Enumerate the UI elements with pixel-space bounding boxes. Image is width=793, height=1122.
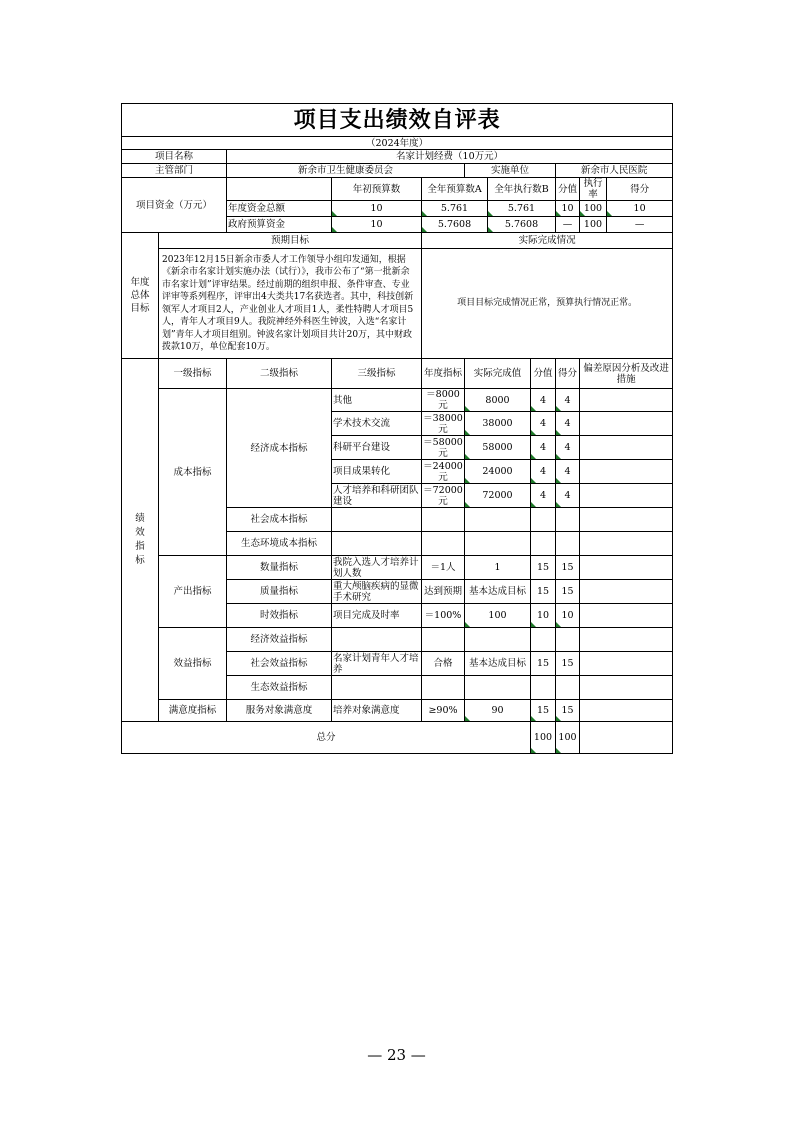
output-row-0-actual: 1 xyxy=(465,556,531,580)
cost-eco-level2: 生态环境成本指标 xyxy=(227,532,332,556)
cost-econ-level2: 经济成本指标 xyxy=(227,389,332,508)
performance-self-evaluation-table xyxy=(121,103,672,754)
benefit-social-level2: 社会效益指标 xyxy=(227,652,332,676)
perf-header-l1: 一级指标 xyxy=(159,359,227,389)
cost-row-0-got: 4 xyxy=(556,389,580,412)
output-row-1-level2: 质量指标 xyxy=(227,580,332,604)
cost-row-3-score: 4 xyxy=(531,460,556,484)
cost-row-2-got: 4 xyxy=(556,436,580,460)
funds-header-got: 得分 xyxy=(607,178,673,201)
cost-row-4-name: 人才培养和科研团队建设 xyxy=(332,484,422,508)
output-row-0-target: ＝1人 xyxy=(422,556,465,580)
unit-label: 实施单位 xyxy=(465,164,556,178)
cost-row-0-name: 其他 xyxy=(332,389,422,412)
benefit-social-target: 合格 xyxy=(422,652,465,676)
unit-value: 新余市人民医院 xyxy=(556,164,673,178)
cost-row-2-name: 科研平台建设 xyxy=(332,436,422,460)
project-name-label: 项目名称 xyxy=(122,150,227,164)
cost-row-3-name: 项目成果转化 xyxy=(332,460,422,484)
cost-row-1-reason xyxy=(580,412,673,436)
funds-row-gov-score: — xyxy=(556,217,580,233)
cost-row-4-got: 4 xyxy=(556,484,580,508)
goals-label xyxy=(122,233,159,359)
cost-row-2-actual: 58000 xyxy=(465,436,531,460)
funds-header-rate: 执行率 xyxy=(580,178,607,201)
perf-header-l3: 三级指标 xyxy=(332,359,422,389)
benefit-social-name: 名家计划青年人才培养 xyxy=(332,652,422,676)
cost-social-level2: 社会成本指标 xyxy=(227,508,332,532)
funds-row-gov-annual: 5.7608 xyxy=(422,217,488,233)
output-row-0-got: 15 xyxy=(556,556,580,580)
cost-row-1-actual: 38000 xyxy=(465,412,531,436)
cost-row-2-reason xyxy=(580,436,673,460)
funds-row-total-exec: 5.761 xyxy=(488,201,556,217)
cost-social-empty xyxy=(332,508,422,532)
benefit-eco-level2: 生态效益指标 xyxy=(227,676,332,700)
cost-row-2-score: 4 xyxy=(531,436,556,460)
cost-row-4-target: ＝72000元 xyxy=(423,484,463,507)
cost-row-1-score: 4 xyxy=(531,412,556,436)
page-number: — 23 — xyxy=(367,1046,426,1064)
funds-header-blank xyxy=(227,178,332,201)
funds-row-total-score: 10 xyxy=(556,201,580,217)
table-title: 项目支出绩效自评表 xyxy=(122,104,673,137)
funds-label: 项目资金（万元） xyxy=(122,178,227,233)
satisfaction-actual: 90 xyxy=(465,700,531,722)
total-got: 100 xyxy=(556,722,580,754)
cost-row-1-got: 4 xyxy=(556,412,580,436)
goals-label-text: 年度总体目标 xyxy=(130,277,150,314)
cost-row-3-reason xyxy=(580,460,673,484)
funds-row-gov-initial: 10 xyxy=(332,217,422,233)
output-row-2-score: 10 xyxy=(531,604,556,628)
output-row-2-target: ＝100% xyxy=(422,604,465,628)
funds-header-initial: 年初预算数 xyxy=(332,178,422,201)
cost-row-0-target: ＝8000元 xyxy=(422,389,465,412)
cost-row-0-score: 4 xyxy=(531,389,556,412)
funds-row-gov-got: — xyxy=(607,217,673,233)
dept-label: 主管部门 xyxy=(122,164,227,178)
funds-row-total-initial: 10 xyxy=(332,201,422,217)
output-row-0-level2: 数量指标 xyxy=(227,556,332,580)
cost-row-4-actual: 72000 xyxy=(465,484,531,508)
funds-row-total-name: 年度资金总额 xyxy=(227,201,332,217)
satisfaction-level1: 满意度指标 xyxy=(159,700,227,722)
goals-expected-label: 预期目标 xyxy=(159,233,422,249)
funds-row-total-got: 10 xyxy=(607,201,673,217)
funds-row-total-rate: 100 xyxy=(580,201,607,217)
goals-actual-text: 项目目标完成情况正常，预算执行情况正常。 xyxy=(422,249,673,359)
perf-header-actual: 实际完成值 xyxy=(465,359,531,389)
satisfaction-level2: 服务对象满意度 xyxy=(227,700,332,722)
benefit-econ-level2: 经济效益指标 xyxy=(227,628,332,652)
funds-header-exec-b: 全年执行数B xyxy=(488,178,556,201)
cost-row-3-actual: 24000 xyxy=(465,460,531,484)
cost-row-0-actual: 8000 xyxy=(465,389,531,412)
cost-level1: 成本指标 xyxy=(159,389,227,556)
goals-expected-text: 2023年12月15日新余市委人才工作领导小组印发通知，根据《新余市名家计划实施办法（试行）》，我市公布了“第一批新余市名家计划”评审结果。经过前期的组织申报、条件审查、专业评审等系列程序，评审出4大类共17名获选者。其中，科技创新领军人才项目2人，产业创业人才项目1人，柔性特聘人才项目5人，青年人才项目9人。我院神经外科医生钟波，入选“名家计划”青年人才项目组别。钟波名家计划项目共计20万，其中财政拨款10万，单位配套10万。 xyxy=(159,249,422,359)
cost-row-0-reason xyxy=(580,389,673,412)
output-level1: 产出指标 xyxy=(159,556,227,628)
cost-row-4-reason xyxy=(580,484,673,508)
output-row-1-got: 15 xyxy=(556,580,580,604)
project-name: 名家计划经费（10万元） xyxy=(227,150,673,164)
dept-value: 新余市卫生健康委员会 xyxy=(227,164,465,178)
benefit-social-score: 15 xyxy=(531,652,556,676)
output-row-0-name: 我院入选人才培养计划人数 xyxy=(332,556,422,580)
perf-header-reason: 偏差原因分析及改进措施 xyxy=(580,359,673,389)
output-row-2-name: 项目完成及时率 xyxy=(332,604,422,628)
funds-row-gov-rate: 100 xyxy=(580,217,607,233)
benefit-level1: 效益指标 xyxy=(159,628,227,700)
goals-actual-label: 实际完成情况 xyxy=(422,233,673,249)
output-row-2-actual: 100 xyxy=(465,604,531,628)
output-row-2-got: 10 xyxy=(556,604,580,628)
satisfaction-score: 15 xyxy=(531,700,556,722)
total-label: 总分 xyxy=(122,722,531,754)
funds-row-total-annual: 5.761 xyxy=(422,201,488,217)
funds-header-annual-a: 全年预算数A xyxy=(422,178,488,201)
cost-row-3-got: 4 xyxy=(556,460,580,484)
funds-row-gov-exec: 5.7608 xyxy=(488,217,556,233)
output-row-1-actual: 基本达成目标 xyxy=(465,580,531,604)
output-row-1-score: 15 xyxy=(531,580,556,604)
total-score: 100 xyxy=(531,722,556,754)
output-row-2-level2: 时效指标 xyxy=(227,604,332,628)
cost-row-2-target: ＝58000元 xyxy=(423,436,463,459)
output-row-1-target: 达到预期 xyxy=(422,580,465,604)
perf-header-l2: 二级指标 xyxy=(227,359,332,389)
perf-header-target: 年度指标 xyxy=(422,359,465,389)
funds-row-gov-name: 政府预算资金 xyxy=(227,217,332,233)
output-row-1-name: 重大颅脑疾病的显微手术研究 xyxy=(332,580,422,604)
satisfaction-name: 培养对象满意度 xyxy=(332,700,422,722)
table-year: （2024年度） xyxy=(122,137,673,150)
perf-header-got: 得分 xyxy=(556,359,580,389)
output-row-0-score: 15 xyxy=(531,556,556,580)
cost-eco-empty xyxy=(332,532,422,556)
cost-row-1-target: ＝38000元 xyxy=(423,412,463,435)
benefit-social-actual: 基本达成目标 xyxy=(465,652,531,676)
cost-row-1-name: 学术技术交流 xyxy=(332,412,422,436)
cost-row-3-target: ＝24000元 xyxy=(423,460,463,483)
satisfaction-got: 15 xyxy=(556,700,580,722)
satisfaction-target: ≥90% xyxy=(422,700,465,722)
perf-label-text: 绩效指标 xyxy=(135,513,145,566)
cost-row-4-score: 4 xyxy=(531,484,556,508)
benefit-social-got: 15 xyxy=(556,652,580,676)
funds-header-score: 分值 xyxy=(556,178,580,201)
perf-label xyxy=(122,359,159,722)
perf-header-score: 分值 xyxy=(531,359,556,389)
